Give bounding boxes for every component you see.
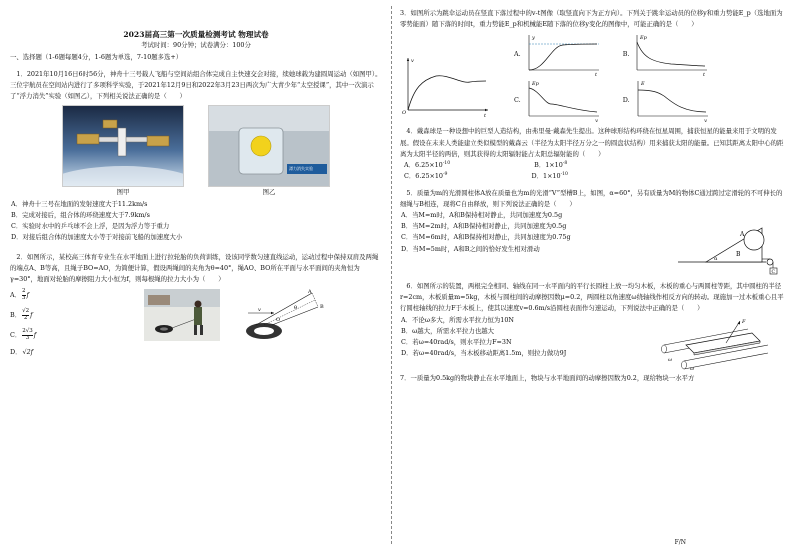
graph-b-xlabel: t (703, 72, 706, 77)
question-5-option-a: A．当M=m时，A和B保持相对静止，共同加速度为0.5g (401, 211, 563, 220)
question-2-body (10, 285, 382, 359)
right-column (400, 8, 784, 544)
graph-option-d: D. E y (623, 78, 712, 122)
graph-d-ylabel: E (640, 81, 645, 88)
question-4-stem: 4．戴森球是一种设想中的巨型人造结构，由弗里曼·戴森先生提出。这种球形结构环绕在恒星周围，捕获恒星的能量来用于文明的发展。假设在未来人类能建立类似模型的戴森云（半径为太阳半径万分之一的圆盘状结构）用来捕获太阳的能量。已知其距离太阳中心的距离为太阳半径的两倍，则其获得的太阳辐射能占太阳总辐射能的（ ） (400, 127, 784, 158)
figure-jia (62, 105, 184, 196)
vt-t-label: t (484, 113, 487, 119)
graph-a-xlabel: t (594, 72, 597, 77)
vt-v-label: v (411, 58, 414, 65)
question-1-stem: 1．2021年10月16日6时56分，神舟十三号载人飞船与空间站组合体完成自主快速交会对接，续她球载为建圆周运动（如图甲）。三位宇航员在空间站内进行了多项科学实验，于2021年12月9日和2022年3月23日两次为广大青少年“太空授课”，其中一次演示了“浮力消失”实验（如图乙），下列相关说法正确的是（ ） (10, 69, 382, 101)
label-F: F (742, 318, 746, 325)
tire-training-photo (144, 289, 220, 341)
question-2-stem: 2．如图所示，某校高三体育专业生在水平地面上进行拉轮胎的负荷训练，设该同学数匀速直线运动，运动过程中保持双肩及两绳的端点A、B等高，且绳子BO=AO，为简便计算，假设两绳间的夹角为θ=40°，绳AO、BO所在平面与水平面间的夹角恒为γ=30°，地面对轮胎的摩擦阻力大小恒为f，则每根绳的拉力大小为（ ） (10, 252, 379, 283)
question-2-options (10, 285, 130, 359)
graph-c-xlabel: y (594, 118, 598, 123)
question-4-option-b: B．$1\times 10^{-8}$ (534, 161, 568, 170)
graph-option-c: C. Ep y (514, 78, 603, 122)
graph-option-b: B. Ep t (623, 32, 712, 76)
question-4-option-c: C．$6.25\times 10^{-9}$ (404, 172, 448, 181)
label-omega-2: ω (690, 365, 695, 371)
exam-info: 考试时间：90分钟；试卷满分：100分 (141, 40, 251, 49)
graph-b-ylabel: Ep (640, 35, 648, 42)
figure-jia-caption: 图甲 (116, 188, 130, 197)
space-station-image (63, 106, 183, 186)
label-A: A (308, 289, 312, 296)
question-6-body (400, 315, 784, 371)
label-A: A (740, 231, 745, 239)
graph-a-svg (523, 32, 603, 76)
graph-a-ylabel: y (531, 35, 535, 42)
graph-d-xlabel: y (703, 118, 707, 123)
question-6-option-c: C．若ω=40rad/s，则水平拉力F=3N (401, 338, 512, 347)
label-C: C (771, 270, 775, 276)
question-6-stem: 6．如图所示的装置，两根完全相同、轴线在同一水平面内的平行长圆柱上放一均匀木板，木板的重心与两圆柱等距，其中圆柱的半径r=2cm，木板质量m=5kg，木板与圆柱间的动摩擦因数μ=0.2，两圆柱以角速度ω绕轴线作相反方向的转动。现施加一过木板重心且平行圆柱轴线的拉力F于木板上，使其以速度v=0.6m/s沿圆柱表面作匀速运动，下列说法中正确的是（ ） (400, 282, 784, 313)
question-2-option-d: D． √2f (10, 347, 34, 356)
question-7-stem: 7．一质量为0.5kg的物块静止在水平地面上，物块与水平地面间的动摩擦因数为0.2，现给物块一水平方 (400, 373, 695, 382)
question-4-options-row-1 (404, 160, 784, 171)
buoyancy-image (209, 106, 329, 186)
question-1-options (10, 199, 382, 244)
vt-origin: O (402, 110, 407, 117)
v-groove-diagram (676, 210, 780, 276)
graph-c-svg (523, 78, 603, 122)
question-3-stem: 3．如图所示为跳伞运动员在竖直下落过程中的v-t图像（取竖直向下为正方向）。下列关于跳伞运动员的位移y和重力势能E_p（选地面为零势能面）随下落的时间t，重力势能E_p和机械能E随下落的位移y变化的图像中，可能正确的是（ ） (400, 9, 783, 29)
question-1-option-c: C．实验时水中的乒乓球不会上浮，是因为浮力等于重力 (11, 222, 170, 231)
section-heading: 一、选择题（1-6题每题4分，1-6题为单选，7-10题多选+） (10, 52, 183, 61)
question-4-option-a: A．$6.25\times 10^{-10}$ (404, 161, 451, 170)
question-5-body (400, 210, 784, 276)
next-figure-label: F/N (674, 538, 686, 546)
space-station-photo (62, 105, 184, 187)
question-2-option-c: C． 2√3 3 f (10, 328, 37, 341)
left-column (10, 8, 382, 544)
label-omega-1: ω (668, 356, 673, 363)
cylinder-board-diagram (656, 315, 784, 371)
question-3-options-grid (514, 32, 712, 122)
question-2-option-b: B． √2 2 f (10, 308, 33, 321)
question-6-option-d: D．若ω=40rad/s，当木板移动距离1.5m，则拉力做功9J (401, 349, 567, 358)
question-5-option-d: D．当M=5m时，A和B之间的恰好发生相对滑动 (401, 244, 540, 253)
question-1-figures (10, 105, 382, 196)
question-6-option-a: A．不论ω多大，所需水平拉力恒为10N (401, 315, 515, 324)
question-6-options (400, 315, 650, 371)
tire-rope-diagram (234, 287, 326, 345)
graph-b-svg (631, 32, 711, 76)
column-divider (391, 6, 392, 544)
vt-graph (400, 54, 492, 118)
exam-title: 2023届高三第一次质量检测考试 物理试卷 (123, 30, 269, 39)
label-B: B (736, 251, 741, 259)
question-5-option-c: C．当M=6m时，A和B保持相对静止，共同加速度为0.75g (401, 233, 571, 242)
figure-yi (208, 105, 330, 196)
question-6-option-b: B．ω越大，所需水平拉力也越大 (401, 326, 494, 335)
question-5-options (400, 210, 670, 276)
label-v: v (258, 307, 261, 314)
buoyancy-photo (208, 105, 330, 187)
graph-c-ylabel: Ep (531, 81, 539, 88)
figure-yi-caption: 图乙 (262, 188, 276, 197)
graph-option-a: A. y t (514, 32, 603, 76)
question-1-option-b: B．完成对接后，组合体的环绕速度大于7.9km/s (11, 210, 150, 219)
buoyancy-overlay-text: 漂力消失实验 (289, 166, 313, 172)
label-B: B (320, 304, 324, 311)
question-5-option-b: B．当M=2m时，A和B保持相对静止，共同加速度为0.5g (401, 222, 567, 231)
label-O: O (276, 317, 281, 324)
question-3-figures (400, 32, 784, 122)
question-4-option-d: D．$1\times 10^{-10}$ (531, 172, 568, 181)
question-2-option-a: A． 2 3 f (10, 288, 29, 301)
label-theta: θ (294, 305, 298, 312)
question-1-option-a: A．神舟十三号在地面的发射速度大于11.2km/s (11, 199, 148, 208)
question-4-options-row-2 (404, 171, 784, 182)
graph-d-svg (632, 78, 712, 122)
question-5-stem: 5．质量为m的光滑圆柱体A放在质量也为m的光滑“V”型槽B上，如图，α=60°，另有质量为M的物体C通过跨过定滑轮的不可伸长的细绳与B相连，现将C自由释放，则下列说法正确的是（ ） (400, 188, 783, 208)
label-alpha: α (714, 256, 718, 263)
question-1-option-d: D．对接后组合体的加速度大小等于对接前飞船的加速度大小 (11, 233, 183, 242)
